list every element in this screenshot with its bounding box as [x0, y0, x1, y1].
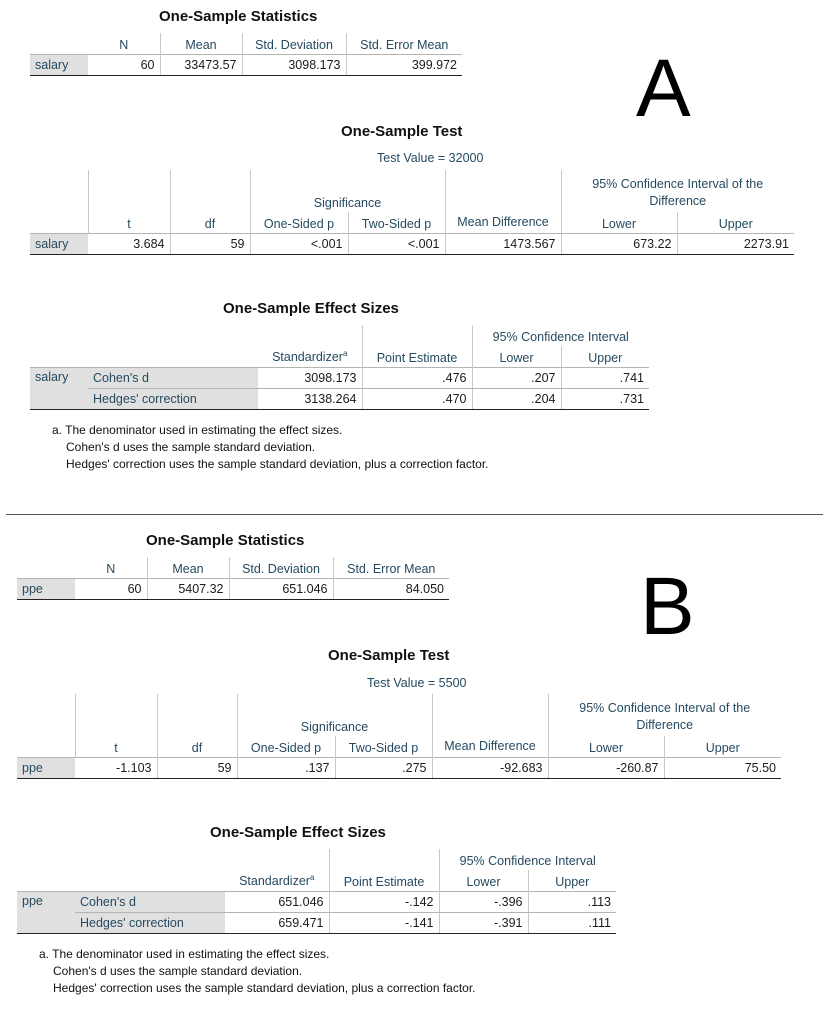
a-stats-h-se: Std. Error Mean — [360, 37, 449, 52]
a-test-h-lower: Lower — [561, 212, 677, 233]
a-effect-label-hedges: Hedges' correction — [88, 388, 258, 409]
b-test-h-significance: Significance — [237, 694, 432, 736]
a-stats-row — [30, 54, 462, 75]
b-test-h-mean-diff-text: Mean Difference — [444, 738, 536, 753]
b-stats-se: 84.050 — [333, 578, 449, 599]
a-footnote-2: Cohen's d uses the sample standard deviation. — [66, 440, 316, 454]
b-effect-hedges-point: -.141 — [329, 912, 439, 933]
b-test-row — [17, 757, 781, 778]
a-effect-cohen-std: 3098.173 — [258, 367, 362, 388]
a-effect-h-upper: Upper — [588, 350, 623, 365]
a-test-h-one: One-Sided p — [250, 212, 348, 233]
section-label-b: B — [640, 561, 695, 652]
a-stats-h-sd: Std. Deviation — [242, 33, 346, 54]
a-effect-row-cohen — [30, 367, 649, 388]
a-effect-var-label: salary — [30, 367, 88, 409]
a-stats-table — [30, 33, 462, 76]
a-stats-n: 60 — [88, 54, 160, 75]
b-test-h-df: df — [157, 736, 237, 757]
a-test-t: 3.684 — [88, 233, 170, 254]
b-effect-row-cohen — [17, 891, 616, 912]
a-stats-title: One-Sample Statistics — [159, 8, 318, 25]
a-test-title: One-Sample Test — [341, 123, 463, 140]
b-effect-label-hedges: Hedges' correction — [75, 912, 225, 933]
a-test-h-t: t — [88, 212, 170, 233]
b-test-row-label: ppe — [17, 757, 75, 778]
a-stats-header-row — [30, 33, 462, 54]
b-effect-title: One-Sample Effect Sizes — [210, 824, 386, 841]
b-test-h-t: t — [75, 736, 157, 757]
b-effect-h-sup: a — [309, 873, 315, 883]
a-test-value: Test Value = 32000 — [377, 151, 484, 165]
a-test-one: <.001 — [250, 233, 348, 254]
b-test-header-row — [17, 736, 781, 757]
a-test-h-ci: 95% Confidence Interval of the Difference — [592, 177, 764, 208]
b-effect-h-standardizer: Standardizer$^a$ — [225, 870, 329, 891]
b-test-h-two: Two-Sided p — [335, 736, 432, 757]
a-effect-header-row — [30, 346, 649, 367]
b-test-h-upper: Upper — [705, 740, 740, 755]
b-stats-h-n: N — [75, 557, 147, 578]
a-test-h-mean-diff — [445, 212, 561, 233]
a-test-row-label: salary — [30, 233, 88, 254]
a-effect-hedges-std: 3138.264 — [258, 388, 362, 409]
b-test-h-one: One-Sided p — [237, 736, 335, 757]
b-test-one: .137 — [237, 757, 335, 778]
a-effect-h-ci: 95% Confidence Interval — [492, 330, 629, 344]
a-effect-label-cohen: Cohen's d — [88, 367, 258, 388]
b-footnote-1: a. The denominator used in estimating the effect sizes. — [39, 947, 330, 961]
b-footnote-3: Hedges' correction uses the sample standard deviation, plus a correction factor. — [53, 981, 476, 995]
a-stats-sd: 3098.173 — [242, 54, 346, 75]
b-stats-mean: 5407.32 — [147, 578, 229, 599]
a-stats-row-label: salary — [30, 54, 88, 75]
b-test-mean-diff: -92.683 — [432, 757, 548, 778]
a-test-header-row — [30, 212, 794, 233]
a-stats-h-mean: Mean — [160, 33, 242, 54]
a-test-mean-diff: 1473.567 — [445, 233, 561, 254]
a-stats-se: 399.972 — [346, 54, 462, 75]
a-effect-cohen-point: .476 — [362, 367, 472, 388]
b-stats-title: One-Sample Statistics — [146, 532, 305, 549]
b-test-h-ci: 95% Confidence Interval of the Difference — [579, 701, 751, 732]
b-test-value: Test Value = 5500 — [367, 676, 467, 690]
a-effect-h-standardizer: Standardizer$^a$ — [258, 346, 362, 367]
b-stats-sd: 651.046 — [229, 578, 333, 599]
a-test-h-mean-diff-text: Mean Difference — [457, 214, 549, 229]
a-effect-hedges-upper: .731 — [561, 388, 649, 409]
a-test-df: 59 — [170, 233, 250, 254]
b-test-t: -1.103 — [75, 757, 157, 778]
section-divider — [6, 514, 823, 515]
b-effect-cohen-point: -.142 — [329, 891, 439, 912]
b-effect-hedges-lower: -.391 — [439, 912, 528, 933]
b-effect-label-cohen: Cohen's d — [75, 891, 225, 912]
b-test-title: One-Sample Test — [328, 647, 450, 664]
b-effect-h-lower: Lower — [439, 870, 528, 891]
b-test-lower: -260.87 — [548, 757, 664, 778]
a-test-h-two: Two-Sided p — [348, 212, 445, 233]
b-effect-h-upper: Upper — [555, 874, 590, 889]
a-effect-hedges-lower: .204 — [472, 388, 561, 409]
a-effect-title: One-Sample Effect Sizes — [223, 300, 399, 317]
b-effect-table — [17, 849, 616, 934]
a-effect-table — [30, 325, 649, 410]
a-stats-mean: 33473.57 — [160, 54, 242, 75]
a-test-two: <.001 — [348, 233, 445, 254]
a-stats-h-n: N — [88, 33, 160, 54]
b-test-upper: 75.50 — [664, 757, 781, 778]
a-test-h-upper: Upper — [718, 216, 753, 231]
b-test-h-mean-diff — [432, 736, 548, 757]
a-effect-hedges-point: .470 — [362, 388, 472, 409]
b-test-two: .275 — [335, 757, 432, 778]
a-footnote-1: a. The denominator used in estimating the effect sizes. — [52, 423, 343, 437]
a-test-h-df: df — [170, 212, 250, 233]
a-effect-cohen-lower: .207 — [472, 367, 561, 388]
b-effect-cohen-upper: .113 — [528, 891, 616, 912]
a-test-row — [30, 233, 794, 254]
a-effect-h-lower: Lower — [472, 346, 561, 367]
b-stats-row — [17, 578, 449, 599]
b-effect-cohen-lower: -.396 — [439, 891, 528, 912]
b-test-h-lower: Lower — [548, 736, 664, 757]
a-test-table — [30, 170, 794, 255]
a-footnote-3: Hedges' correction uses the sample standard deviation, plus a correction factor. — [66, 457, 489, 471]
a-effect-h-point: Point Estimate — [362, 346, 472, 367]
a-footnotes — [52, 422, 489, 473]
b-stats-row-label: ppe — [17, 578, 75, 599]
b-effect-hedges-upper: .111 — [528, 912, 616, 933]
b-stats-h-sd: Std. Deviation — [229, 557, 333, 578]
b-stats-h-se: Std. Error Mean — [347, 561, 436, 576]
b-stats-h-mean: Mean — [147, 557, 229, 578]
a-test-h-significance: Significance — [250, 170, 445, 212]
b-effect-hedges-std: 659.471 — [225, 912, 329, 933]
b-footnote-2: Cohen's d uses the sample standard deviation. — [53, 964, 303, 978]
b-stats-table — [17, 557, 449, 600]
b-stats-header-row — [17, 557, 449, 578]
a-effect-h-sup: a — [342, 349, 348, 359]
a-effect-row-hedges — [30, 388, 649, 409]
b-footnotes — [39, 946, 476, 997]
a-test-lower: 673.22 — [561, 233, 677, 254]
a-test-upper: 2273.91 — [677, 233, 794, 254]
b-effect-var-label: ppe — [17, 891, 75, 933]
b-test-table — [17, 694, 781, 779]
a-effect-cohen-upper: .741 — [561, 367, 649, 388]
b-effect-h-ci: 95% Confidence Interval — [459, 854, 596, 868]
section-label-a: A — [636, 43, 691, 134]
b-effect-cohen-std: 651.046 — [225, 891, 329, 912]
b-effect-header-row — [17, 870, 616, 891]
b-test-df: 59 — [157, 757, 237, 778]
b-effect-h-point: Point Estimate — [329, 870, 439, 891]
b-stats-n: 60 — [75, 578, 147, 599]
b-effect-row-hedges — [17, 912, 616, 933]
